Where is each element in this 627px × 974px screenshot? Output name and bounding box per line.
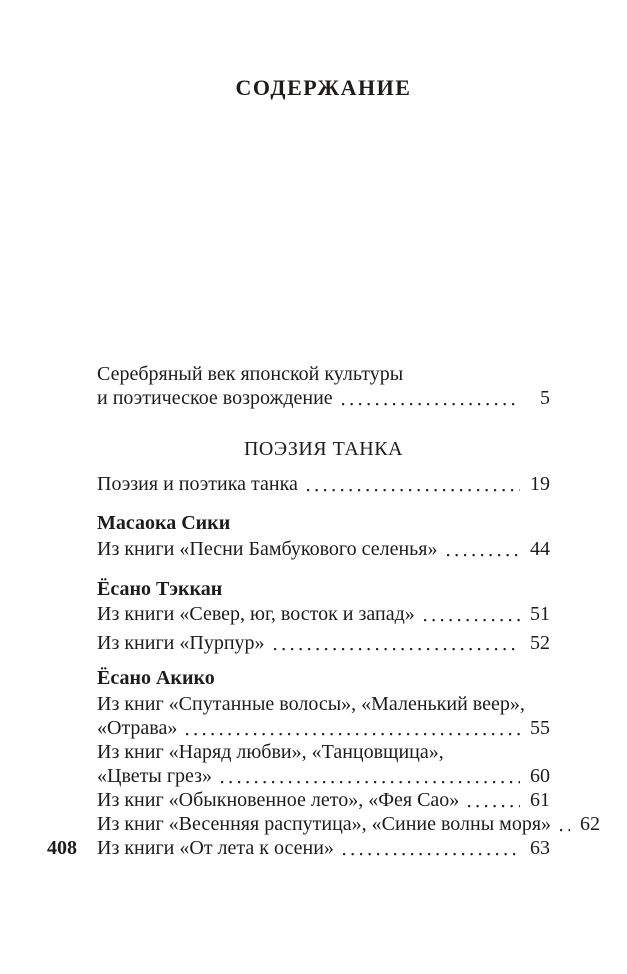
entry-label: Из книг «Весенняя распутица», «Синие волны моря» <box>97 813 552 835</box>
toc-entry <box>97 740 550 788</box>
entry-label-line1: Из книг «Спутанные волосы», «Маленький веер», <box>97 693 525 715</box>
section-heading: ПОЭЗИЯ ТАНКА <box>243 438 404 460</box>
dot-leader <box>445 537 521 561</box>
folio-page-number: 408 <box>47 837 77 859</box>
dot-leader <box>422 602 520 626</box>
author-heading: Ёсано Тэккан <box>97 578 223 600</box>
entry-label: Из книги «Север, юг, восток и запад» <box>97 603 415 625</box>
dot-leader <box>184 716 520 740</box>
entry-label: Поэзия и поэтика танка <box>97 473 298 495</box>
dot-leader <box>305 472 520 496</box>
entry-label-line1: Из книг «Наряд любви», «Танцовщица», <box>97 741 444 763</box>
entry-page-number: 63 <box>530 837 550 859</box>
entry-page-number: 55 <box>530 717 550 739</box>
entry-page-number: 61 <box>530 789 550 811</box>
toc-entry <box>97 631 550 655</box>
entry-page-number: 62 <box>580 813 601 835</box>
entry-label-line2: «Отрава» <box>97 717 178 739</box>
entry-label: Из книги «От лета к осени» <box>97 837 334 859</box>
toc-entry <box>97 812 601 836</box>
toc-entry <box>97 788 550 812</box>
dot-leader <box>558 812 570 836</box>
page-title: СОДЕРЖАНИЕ <box>235 75 412 100</box>
entry-label-line2: «Цветы грез» <box>97 765 213 787</box>
entry-page-number: 5 <box>540 387 550 409</box>
dot-leader <box>466 788 520 812</box>
author-heading: Масаока Сики <box>97 512 231 534</box>
entry-label: Из книг «Обыкновенное лето», «Фея Сао» <box>97 789 460 811</box>
entry-page-number: 51 <box>530 603 550 625</box>
dot-leader <box>219 764 520 788</box>
table-of-contents <box>97 362 601 860</box>
toc-entry <box>97 537 550 561</box>
dot-leader <box>340 386 520 410</box>
entry-label-line1: Серебряный век японской культуры <box>97 363 404 385</box>
entry-label: Из книги «Песни Бамбукового селенья» <box>97 538 438 560</box>
toc-entry <box>97 836 550 860</box>
entry-label: Из книги «Пурпур» <box>97 632 265 654</box>
toc-entry <box>97 472 550 496</box>
author-heading: Ёсано Акико <box>97 667 215 689</box>
toc-entry <box>97 692 550 740</box>
entry-page-number: 60 <box>530 765 550 787</box>
entry-page-number: 19 <box>530 473 550 495</box>
entry-page-number: 52 <box>530 632 550 654</box>
dot-leader <box>272 631 520 655</box>
entry-page-number: 44 <box>530 538 550 560</box>
entry-label-line2: и поэтическое возрождение <box>97 387 333 409</box>
dot-leader <box>341 836 520 860</box>
toc-entry <box>97 362 550 410</box>
toc-entry <box>97 602 550 626</box>
